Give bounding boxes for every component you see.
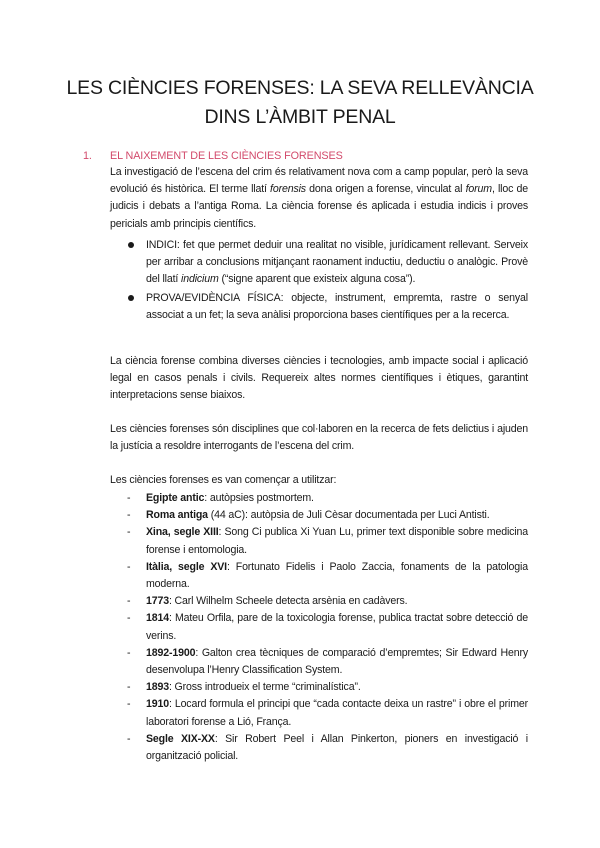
timeline-item bbox=[110, 731, 528, 765]
timeline-item bbox=[110, 610, 528, 644]
timeline-label: 1892-1900 bbox=[146, 646, 196, 659]
timeline-label: Xina, segle XIII bbox=[146, 526, 219, 539]
paragraph-3-text: Les ciències forenses són disciplines que col·laboren en la recerca de fets delictius i ajuden la justícia a resoldre interrogants de l’escena del crim. bbox=[110, 423, 528, 453]
dash-marker: - bbox=[127, 681, 131, 694]
document-title bbox=[60, 74, 540, 132]
definition-list bbox=[110, 237, 528, 324]
paragraph-2-text: La ciència forense combina diverses ciències i tecnologies, amb impacte social i aplicació legal en casos penals i civils. Requereix altes normes científiques i ètiques, garantint interpretacions sense biaixos. bbox=[110, 355, 528, 402]
timeline-text: : Galton crea tècniques de comparació d’empremtes; Sir Edward Henry desenvolupa l’Henry Classification System. bbox=[146, 646, 528, 677]
timeline-label: Egipte antic bbox=[146, 492, 205, 504]
dash-marker: - bbox=[127, 560, 131, 573]
timeline-list bbox=[110, 490, 528, 765]
timeline-intro-text: Les ciències forenses es van començar a utilitzar: bbox=[110, 474, 337, 486]
timeline-intro bbox=[110, 472, 528, 489]
indici-text-1: INDICI: fet que permet deduir una realitat no visible, jurídicament rellevant. Serveix per arribar a conclusions mitjançant raonament inductiu, deductiu o analògic. Provè del llatí bbox=[146, 239, 528, 286]
timeline-text: : Song Ci publica Xi Yuan Lu, primer text disponible sobre medicina forense i entomologia. bbox=[146, 526, 528, 556]
timeline-label: 1773 bbox=[146, 595, 169, 608]
timeline-text: : Sir Robert Peel i Allan Pinkerton, pioners en investigació i organització policial. bbox=[146, 732, 528, 763]
timeline-item bbox=[110, 559, 528, 593]
timeline-text: (44 aC): autòpsia de Juli Cèsar documentada per Luci Antisti. bbox=[207, 509, 490, 522]
timeline-item bbox=[110, 490, 528, 507]
intro-term-forensis: forensis bbox=[270, 183, 306, 196]
dash-marker: - bbox=[127, 732, 131, 745]
timeline-text: : Carl Wilhelm Scheele detecta arsènia en cadàvers. bbox=[168, 595, 408, 608]
bullet-prova bbox=[110, 290, 528, 324]
intro-term-forum: forum bbox=[465, 183, 492, 196]
dash-marker: - bbox=[127, 698, 131, 711]
dash-marker: - bbox=[127, 595, 131, 608]
dash-marker: - bbox=[127, 526, 131, 539]
paragraph-3 bbox=[110, 421, 528, 455]
dash-marker: - bbox=[127, 646, 131, 659]
dash-marker: - bbox=[127, 612, 131, 625]
timeline-item bbox=[110, 507, 528, 524]
indici-term-indicium: indicium bbox=[181, 273, 219, 286]
timeline-item bbox=[110, 645, 528, 679]
timeline-label: 1893 bbox=[146, 681, 169, 694]
timeline-label: Itàlia, segle XVI bbox=[146, 560, 227, 573]
title-line-1: LES CIÈNCIES FORENSES: LA SEVA RELLEVÀNCIA bbox=[66, 77, 534, 99]
paragraph-2 bbox=[110, 353, 528, 405]
indici-text-2: (“signe aparent que existeix alguna cosa”). bbox=[218, 273, 416, 286]
timeline-text: : Gross introdueix el terme “criminalística”. bbox=[168, 681, 361, 694]
section-number: 1. bbox=[83, 150, 92, 162]
intro-text-2: dona origen a forense, vinculat al bbox=[305, 183, 466, 196]
timeline-text: : Mateu Orfila, pare de la toxicologia forense, publica tractat sobre detecció de verins. bbox=[146, 612, 528, 642]
timeline-item bbox=[110, 696, 528, 730]
timeline-label: Segle XIX-XX bbox=[146, 732, 215, 745]
timeline-item bbox=[110, 679, 528, 696]
timeline-label: 1910 bbox=[146, 698, 169, 711]
timeline-label: Roma antiga bbox=[146, 509, 208, 522]
timeline-item bbox=[110, 593, 528, 610]
timeline-text: : Locard formula el principi que “cada contacte deixa un rastre” i obre el primer laboratori forense a Lió, França. bbox=[146, 698, 528, 728]
timeline-text: : Fortunato Fidelis i Paolo Zaccia, fonaments de la patologia moderna. bbox=[146, 560, 528, 591]
prova-text: PROVA/EVIDÈNCIA FÍSICA: objecte, instrument, empremta, rastre o senyal associat a un fet; la seva anàlisi proporciona bases científiques per a la recerca. bbox=[146, 291, 528, 321]
intro-text-1: La investigació de l’escena del crim és relativament nova com a camp popular, però la seva evolució és històrica. El terme llatí bbox=[110, 166, 528, 196]
timeline-text: : autòpsies postmortem. bbox=[204, 492, 314, 504]
dash-marker: - bbox=[127, 492, 131, 504]
intro-text-3: , lloc de judicis i debats a l’antiga Roma. La ciència forense és aplicada i estudia indicis i proves pericials amb principis científics. bbox=[110, 183, 528, 230]
bullet-indici bbox=[110, 237, 528, 289]
timeline-item bbox=[110, 524, 528, 558]
dash-marker: - bbox=[127, 509, 131, 522]
bullet-dot-icon bbox=[128, 295, 134, 301]
bullet-dot-icon bbox=[128, 242, 134, 248]
section-heading-text: EL NAIXEMENT DE LES CIÈNCIES FORENSES bbox=[110, 150, 343, 162]
title-line-2: DINS L’ÀMBIT PENAL bbox=[204, 106, 396, 128]
timeline-label: 1814 bbox=[146, 612, 169, 625]
intro-paragraph bbox=[110, 164, 528, 233]
